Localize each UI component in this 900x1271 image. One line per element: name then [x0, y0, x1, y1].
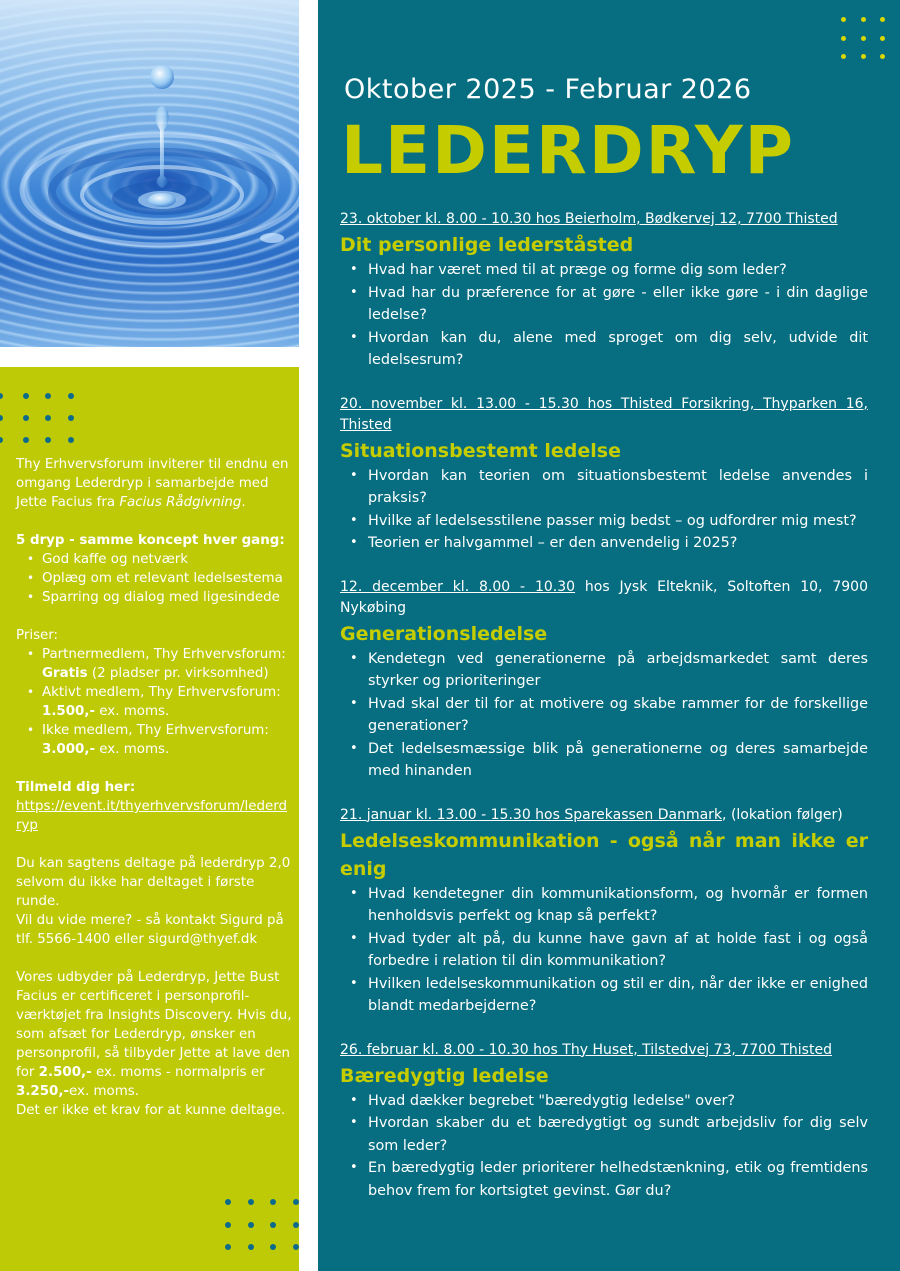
session-title: Ledelseskommunikation - også når man ikke er enig: [340, 829, 868, 880]
provider-normal-price: 3.250,-: [16, 1084, 70, 1099]
session-bullet: • Teorien er halvgammel – er den anvendelig i 2025?: [340, 532, 868, 555]
price-value: 1.500,-: [42, 704, 96, 719]
session: [340, 1040, 868, 1203]
session-bullets: [340, 259, 868, 372]
dot: [45, 393, 51, 399]
price-value: Gratis: [42, 666, 88, 681]
session-date-link: 20. november kl. 13.00 - 15.30 hos Thisted Forsikring, Thyparken 16, Thisted: [340, 395, 868, 433]
provider-paragraph: [16, 968, 292, 1101]
dot: [0, 393, 3, 399]
dot: [841, 17, 846, 22]
dot: [225, 1199, 231, 1205]
company-name: Facius Rådgivning: [119, 495, 242, 510]
provider-text: Vores udbyder på Lederdryp, Jette Bust Facius er certificeret i personprofil-værktøjet fra Insights Discovery. Hvis du, som afsæt for Lederdryp, ønsker en personprofil, så tilbyder Jette at lave den for: [16, 970, 292, 1080]
concept-item: • God kaffe og netværk: [16, 550, 292, 569]
session-bullet: • Hvad kendetegner din kommunikationsform, og hvornår er formen henholdsvis perfekt og knap så perfekt?: [340, 883, 868, 928]
dot: [270, 1244, 276, 1250]
session-date: [340, 1040, 868, 1061]
session-bullets: [340, 883, 868, 1018]
dot: [45, 415, 51, 421]
session-date: [340, 394, 868, 436]
price-label: Ikke medlem, Thy Erhvervsforum:: [42, 723, 269, 738]
price-note: ex. moms.: [95, 742, 170, 757]
dot: [293, 1244, 299, 1250]
price-note: (2 pladser pr. virksomhed): [87, 666, 269, 681]
program-panel: [318, 0, 900, 1271]
water-drop-photo: [0, 0, 299, 347]
session-bullet: • Hvad tyder alt på, du kunne have gavn af at holde fast i og også forbedre i relation til din kommunikation?: [340, 928, 868, 973]
prices-list: [16, 645, 292, 759]
concept-item: • Sparring og dialog med ligesindede: [16, 588, 292, 607]
provider-price: 2.500,-: [38, 1065, 92, 1080]
price-item: [16, 645, 292, 683]
water-drop-illustration: [0, 0, 299, 347]
session-bullet: • Kendetegn ved generationerne på arbejdsmarkedet samt deres styrker og prioriteringer: [340, 648, 868, 693]
session-bullet: • Hvordan skaber du et bæredygtigt og sundt arbejdsliv for dig selv som leder?: [340, 1112, 868, 1157]
session-date: [340, 577, 868, 619]
provider-note: Det er ikke et krav for at kunne deltage.: [16, 1103, 286, 1118]
session-title: Dit personlige lederståsted: [340, 234, 634, 256]
page-title: LEDERDRYP: [341, 112, 795, 189]
session-date-link: 21. januar kl. 13.00 - 15.30 hos Sparekassen Danmark: [340, 806, 723, 823]
signup-link[interactable]: https://event.it/thyerhvervsforum/lederdryp: [16, 799, 288, 833]
dot: [841, 54, 846, 59]
session-bullets: [340, 1090, 868, 1203]
dot: [841, 36, 846, 41]
prices-heading: Priser:: [16, 628, 59, 643]
dot: [248, 1199, 254, 1205]
dot: [68, 437, 74, 443]
session-date-extra: hos Jysk Elteknik, Soltoften 10, 7900 Nykøbing: [340, 578, 868, 616]
price-note: ex. moms.: [95, 704, 170, 719]
dot: [68, 393, 74, 399]
signup-heading: Tilmeld dig her:: [16, 780, 136, 795]
session: [340, 209, 868, 372]
session-date-extra: , (lokation følger): [722, 806, 843, 823]
session: [340, 394, 868, 555]
dot: [270, 1222, 276, 1228]
session-date-link: 12. december kl. 8.00 - 10.30: [340, 578, 576, 595]
session-bullet: • Hvordan kan teorien om situationsbestemt ledelse anvendes i praksis?: [340, 465, 868, 510]
session-title: Bæredygtig ledelse: [340, 1064, 549, 1087]
decorative-dot-grid: [841, 17, 900, 59]
price-item: [16, 721, 292, 759]
session-bullet: • Hvad har været med til at præge og forme dig som leder?: [340, 259, 868, 282]
session-bullet: • Hvad dækker begrebet "bæredygtig ledelse" over?: [340, 1090, 868, 1113]
session-bullet: • Hvad har du præference for at gøre - eller ikke gøre - i din daglige ledelse?: [340, 282, 868, 327]
session-bullet: • Hvordan kan du, alene med sproget om dig selv, udvide dit ledelsesrum?: [340, 327, 868, 372]
intro-text: Thy Erhvervsforum inviterer til endnu en omgang Lederdryp i samarbejde med Jette Facius fra: [16, 457, 289, 510]
dot: [880, 36, 885, 41]
provider-text: ex. moms.: [69, 1084, 139, 1099]
dot: [23, 393, 29, 399]
session-bullet: • Hvad skal der til for at motivere og skabe rammer for de forskellige generationer?: [340, 693, 868, 738]
dot: [270, 1199, 276, 1205]
session-bullet: • Det ledelsesmæssige blik på generationerne og deres samarbejde med hinanden: [340, 738, 868, 783]
info-sidebar: [0, 367, 299, 1271]
dot: [861, 17, 866, 22]
dot: [880, 54, 885, 59]
dot: [293, 1222, 299, 1228]
concept-list: [16, 550, 292, 607]
dot: [45, 437, 51, 443]
price-item: [16, 683, 292, 721]
dot: [23, 437, 29, 443]
price-label: Partnermedlem, Thy Erhvervsforum:: [42, 647, 286, 662]
provider-text: ex. moms - normalpris er: [91, 1065, 265, 1080]
concept-heading: 5 dryp - samme koncept hver gang:: [16, 533, 285, 548]
session: [340, 577, 868, 783]
dot: [0, 415, 3, 421]
join-text: Du kan sagtens deltage på lederdryp 2,0 selvom du ikke har deltaget i første runde.: [16, 856, 291, 909]
contact-text: Vil du vide mere? - så kontakt Sigurd på tlf. 5566-1400 eller sigurd@thyef.dk: [16, 913, 284, 947]
dot: [861, 54, 866, 59]
session-bullets: [340, 648, 868, 783]
session-title: Generationsledelse: [340, 622, 548, 645]
session-date-link: 26. februar kl. 8.00 - 10.30 hos Thy Huset, Tilstedvej 73, 7700 Thisted: [340, 1041, 832, 1058]
price-label: Aktivt medlem, Thy Erhvervsforum:: [42, 685, 281, 700]
dot: [225, 1244, 231, 1250]
session-bullets: [340, 465, 868, 555]
session-bullet: • Hvilke af ledelsesstilene passer mig bedst – og udfordrer mig mest?: [340, 510, 868, 533]
session-date: [340, 209, 868, 230]
session: [340, 805, 868, 1018]
session-title: Situationsbestemt ledelse: [340, 439, 621, 462]
dot: [248, 1244, 254, 1250]
session-bullet: • En bæredygtig leder prioriterer helhedstænkning, etik og fremtidens behov frem for kortsigtet gevinst. Gør du?: [340, 1157, 868, 1202]
dot: [248, 1222, 254, 1228]
period-subtitle: Oktober 2025 - Februar 2026: [344, 74, 752, 105]
dot: [880, 17, 885, 22]
session-bullet: • Hvilken ledelseskommunikation og stil er din, når der ikke er enighed blandt medarbejderne?: [340, 973, 868, 1018]
intro-suffix: .: [241, 495, 246, 510]
dot: [23, 415, 29, 421]
session-list: [340, 209, 868, 1224]
sidebar-text: [16, 455, 292, 1120]
dot: [0, 437, 3, 443]
dot: [225, 1222, 231, 1228]
dot: [293, 1199, 299, 1205]
concept-item: • Oplæg om et relevant ledelsestema: [16, 569, 292, 588]
intro-paragraph: [16, 455, 292, 512]
price-value: 3.000,-: [42, 742, 96, 757]
session-date-link: 23. oktober kl. 8.00 - 10.30 hos Beierholm, Bødkervej 12, 7700 Thisted: [340, 211, 838, 227]
decorative-dot-grid: [0, 393, 74, 443]
dot: [861, 36, 866, 41]
dot: [68, 415, 74, 421]
decorative-dot-grid: [225, 1199, 299, 1250]
session-date: [340, 805, 868, 826]
